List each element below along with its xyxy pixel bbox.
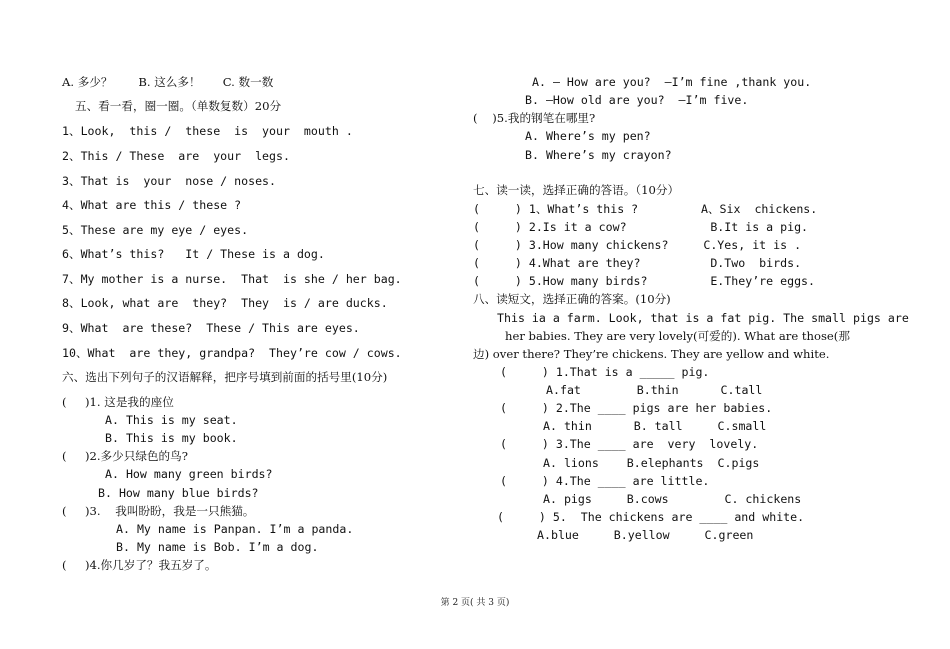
left-line-10: 8、Look, what are they? They is / are ducks. xyxy=(62,296,388,310)
right-line-13: This ia a farm. Look, that is a fat pig. The small pigs are xyxy=(497,311,909,325)
left-line-13: 六、选出下列句子的汉语解释，把序号填到前面的括号里(10分) xyxy=(62,370,388,384)
left-line-12: 10、What are they, grandpa? They’re cow / cows. xyxy=(62,346,402,360)
left-line-22: B. My name is Bob. I’m a dog. xyxy=(116,540,319,554)
left-line-23: ( )4.你几岁了？我五岁了。 xyxy=(62,558,217,572)
left-line-2: 五、看一看，圈一圈。（单数复数）20分 xyxy=(75,99,282,113)
left-line-14: ( )1. 这是我的座位 xyxy=(62,395,174,409)
right-line-25: A.blue B.yellow C.green xyxy=(537,528,754,542)
right-line-15: 边) over there? They’re chickens. They are yellow and white. xyxy=(473,347,830,361)
left-line-16: B. This is my book. xyxy=(105,431,238,445)
right-line-10: ( ) 4.What are they? D.Two birds. xyxy=(473,256,802,270)
right-line-2: B. —How old are you? —I’m five. xyxy=(525,93,749,107)
right-line-5: B. Where’s my crayon? xyxy=(525,148,672,162)
right-line-19: A. thin B. tall C.small xyxy=(543,419,767,433)
right-line-21: A. lions B.elephants C.pigs xyxy=(543,456,760,470)
right-line-8: ( ) 2.Is it a cow? B.It is a pig. xyxy=(473,220,809,234)
right-line-1: A. — How are you? —I’m fine ,thank you. xyxy=(532,75,812,89)
left-line-5: 3、That is your nose / noses. xyxy=(62,174,277,188)
left-line-6: 4、What are this / these ? xyxy=(62,198,242,212)
left-line-9: 7、My mother is a nurse. That is she / her bag. xyxy=(62,272,402,286)
left-line-19: B. How many blue birds? xyxy=(98,486,259,500)
right-line-6: 七、读一读，选择正确的答语。（10分） xyxy=(473,183,680,197)
right-line-23: A. pigs B.cows C. chickens xyxy=(543,492,802,506)
right-line-24: ( ) 5. The chickens are ____ and white. xyxy=(497,510,805,524)
right-line-22: ( ) 4.The ____ are little. xyxy=(500,474,710,488)
right-line-16: ( ) 1.That is a _____ pig. xyxy=(500,365,710,379)
right-line-7: ( ) 1、What’s this ? A、Six chickens. xyxy=(473,202,818,216)
left-line-1: A. 多少？ B. 这么多！ C. 数一数 xyxy=(62,75,274,89)
right-line-11: ( ) 5.How many birds? E.They’re eggs. xyxy=(473,274,816,288)
left-line-20: ( )3. 我叫盼盼，我是一只熊猫。 xyxy=(62,504,255,518)
left-line-18: A. How many green birds? xyxy=(105,467,273,481)
right-line-12: 八、读短文，选择正确的答案。(10分) xyxy=(473,292,671,306)
left-line-11: 9、What are these? These / This are eyes. xyxy=(62,321,360,335)
left-line-3: 1、Look, this / these is your mouth . xyxy=(62,124,353,138)
left-line-4: 2、This / These are your legs. xyxy=(62,149,290,163)
right-line-4: A. Where’s my pen? xyxy=(525,129,651,143)
right-line-14: her babies. They are very lovely(可爱的). What are those(那 xyxy=(505,329,850,343)
left-line-7: 5、These are my eye / eyes. xyxy=(62,223,249,237)
right-line-18: ( ) 2.The ____ pigs are her babies. xyxy=(500,401,773,415)
right-line-3: ( )5.我的钢笔在哪里? xyxy=(473,111,596,125)
left-line-8: 6、What’s this? It / These is a dog. xyxy=(62,247,325,261)
right-line-9: ( ) 3.How many chickens? C.Yes, it is . xyxy=(473,238,802,252)
left-line-17: ( )2.多少只绿色的鸟? xyxy=(62,449,188,463)
left-line-21: A. My name is Panpan. I’m a panda. xyxy=(116,522,354,536)
page-footer: 第 2 页( 共 3 页) xyxy=(440,598,510,608)
right-line-17: A.fat B.thin C.tall xyxy=(546,383,763,397)
right-line-20: ( ) 3.The ____ are very lovely. xyxy=(500,437,759,451)
left-line-15: A. This is my seat. xyxy=(105,413,238,427)
